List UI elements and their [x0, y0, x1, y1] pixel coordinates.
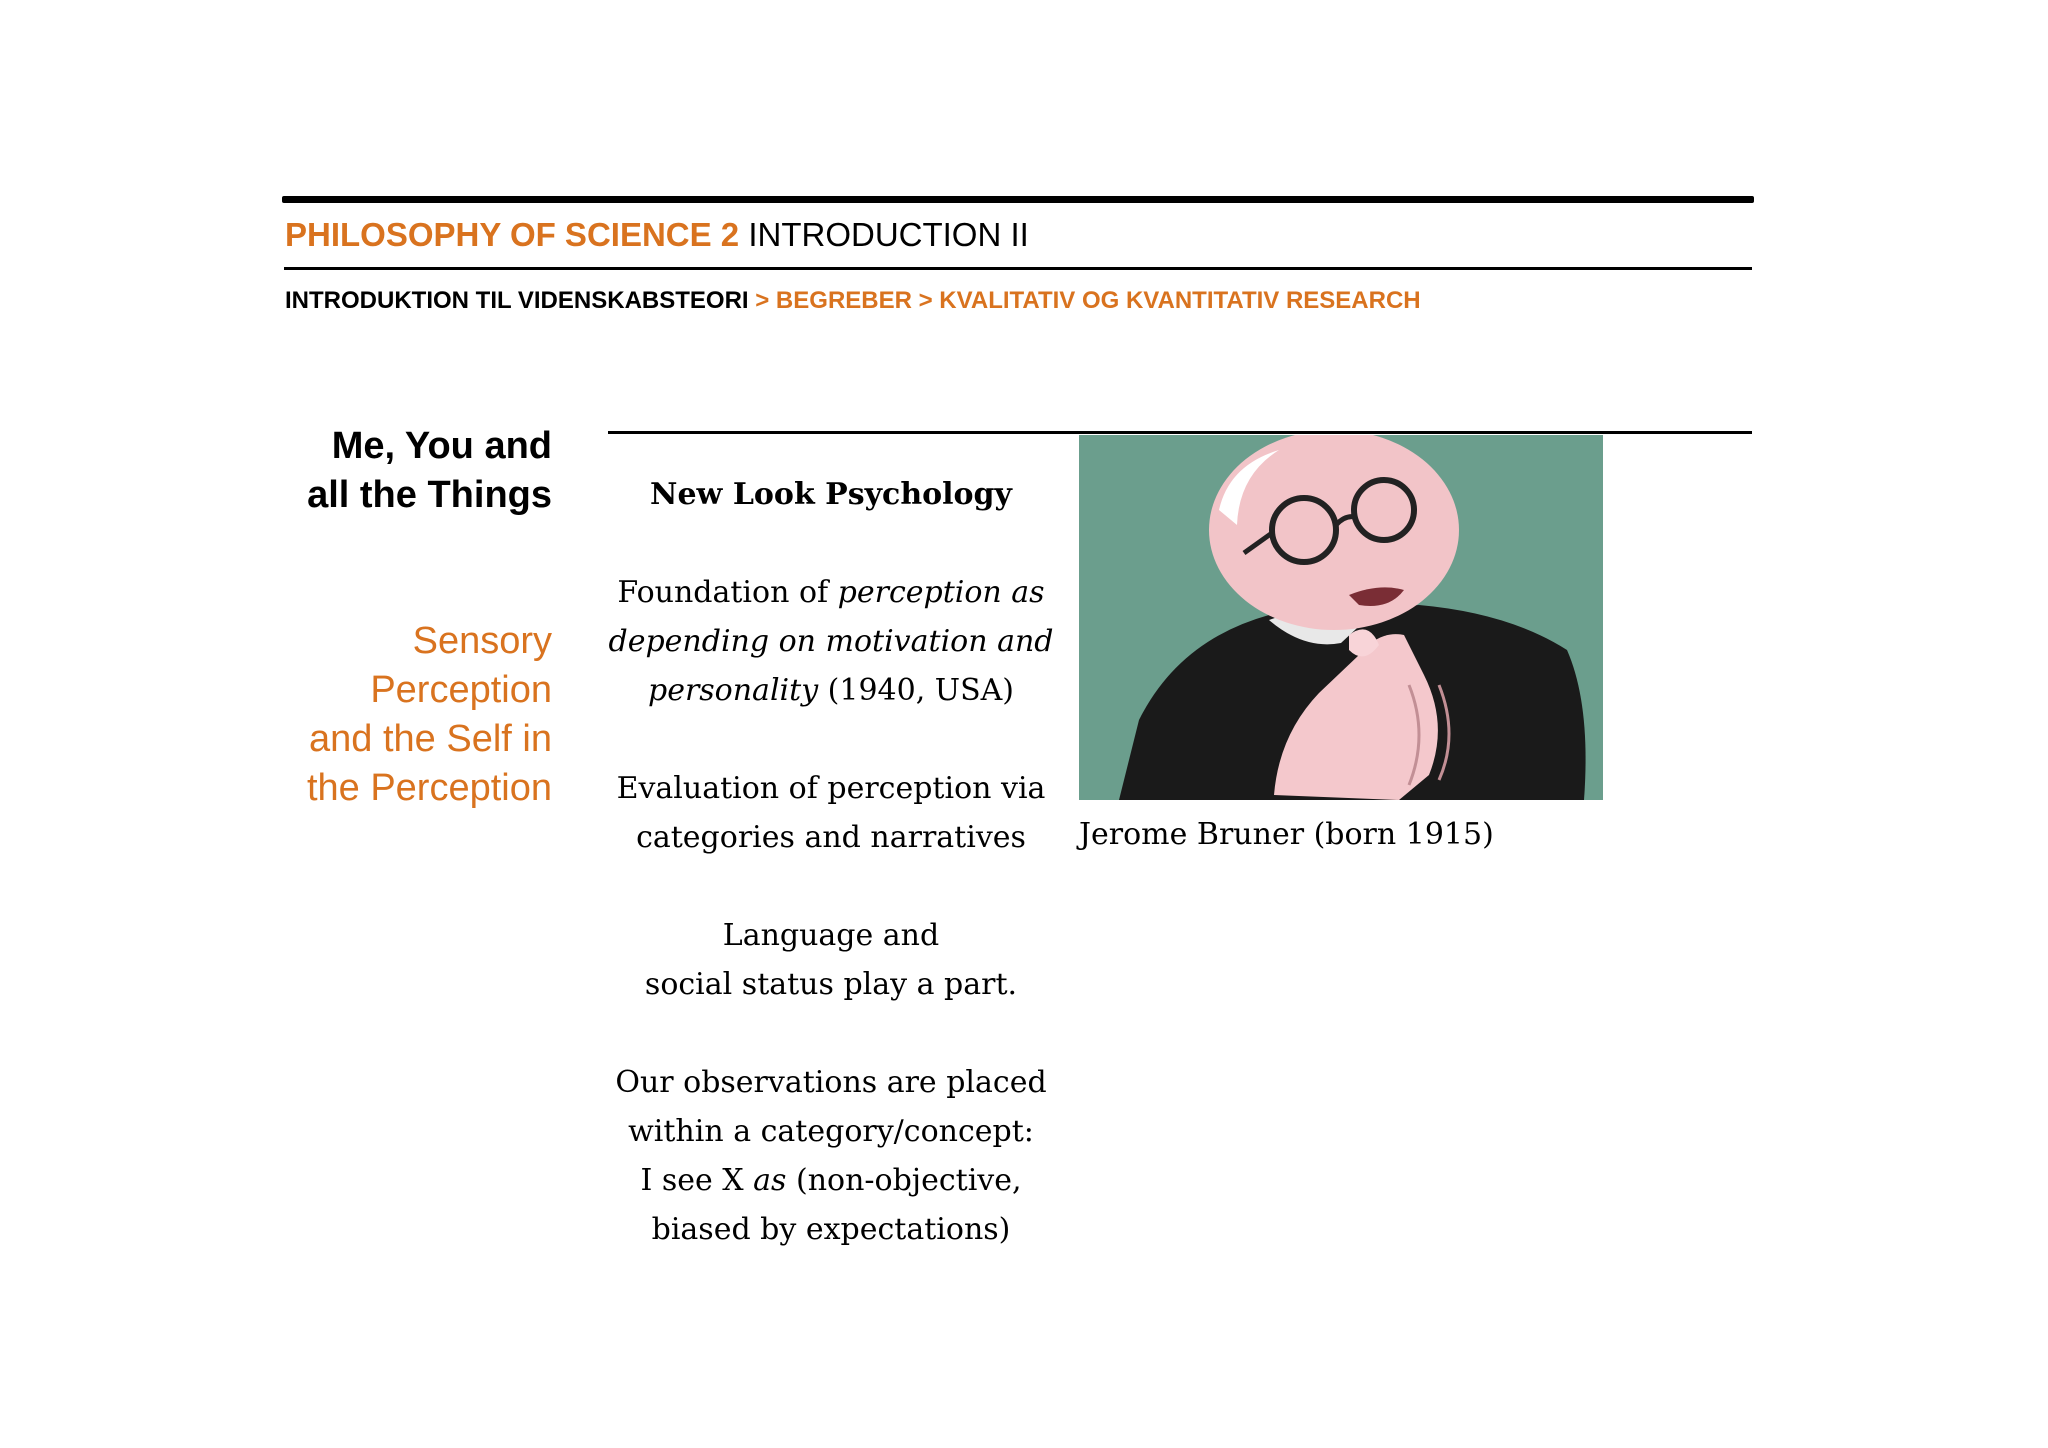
breadcrumb-trail: > BEGREBER > KVALITATIV OG KVANTITATIV RESEARCH: [755, 287, 1421, 314]
section-subtitle-line: Perception: [370, 669, 552, 711]
paragraph-evaluation: Evaluation of perception via categories and narratives: [616, 771, 1046, 855]
section-title-line: all the Things: [307, 474, 552, 516]
paragraph-emphasis: perception as depending on motivation and personality: [608, 575, 1054, 708]
header-bottom-rule: [284, 267, 1752, 270]
breadcrumb-root: INTRODUKTION TIL VIDENSKABSTEORI: [285, 287, 749, 314]
paragraph-emphasis: as: [753, 1163, 787, 1198]
paragraph-text: I see X: [640, 1163, 754, 1198]
paragraph-text: (1940, USA): [818, 673, 1015, 708]
paragraph-perception: [600, 568, 1062, 715]
content-heading: New Look Psychology: [650, 477, 1012, 512]
paragraph-text: Our observations are placed within a category/concept:: [615, 1065, 1047, 1149]
paragraph-line: Language and: [722, 918, 940, 953]
portrait-image: [1079, 435, 1603, 800]
section-subtitle-line: Sensory: [412, 620, 552, 662]
content-text: [600, 470, 1062, 1303]
paragraph-text: (non-objective, biased by expectations): [651, 1163, 1022, 1247]
section-title-line: Me, You and: [331, 425, 552, 467]
paragraph-text: Foundation of: [617, 575, 838, 610]
lecture-name: INTRODUCTION II: [748, 216, 1029, 253]
image-caption: Jerome Bruner (born 1915): [1079, 817, 1494, 852]
section-title: [307, 422, 552, 520]
content-rule: [608, 431, 1752, 434]
header-top-rule: [282, 196, 1754, 203]
course-name: PHILOSOPHY OF SCIENCE 2: [285, 216, 740, 253]
breadcrumb: [285, 286, 1421, 316]
paragraph-line: social status play a part.: [644, 967, 1018, 1002]
paragraph-language: [600, 911, 1062, 1009]
portrait-illustration: [1079, 435, 1603, 800]
paragraph-observations: [600, 1058, 1062, 1254]
slide-title: [285, 215, 1029, 255]
section-subtitle-line: the Perception: [306, 767, 552, 809]
section-subtitle: [307, 617, 552, 813]
section-subtitle-line: and the Self in: [309, 718, 552, 760]
